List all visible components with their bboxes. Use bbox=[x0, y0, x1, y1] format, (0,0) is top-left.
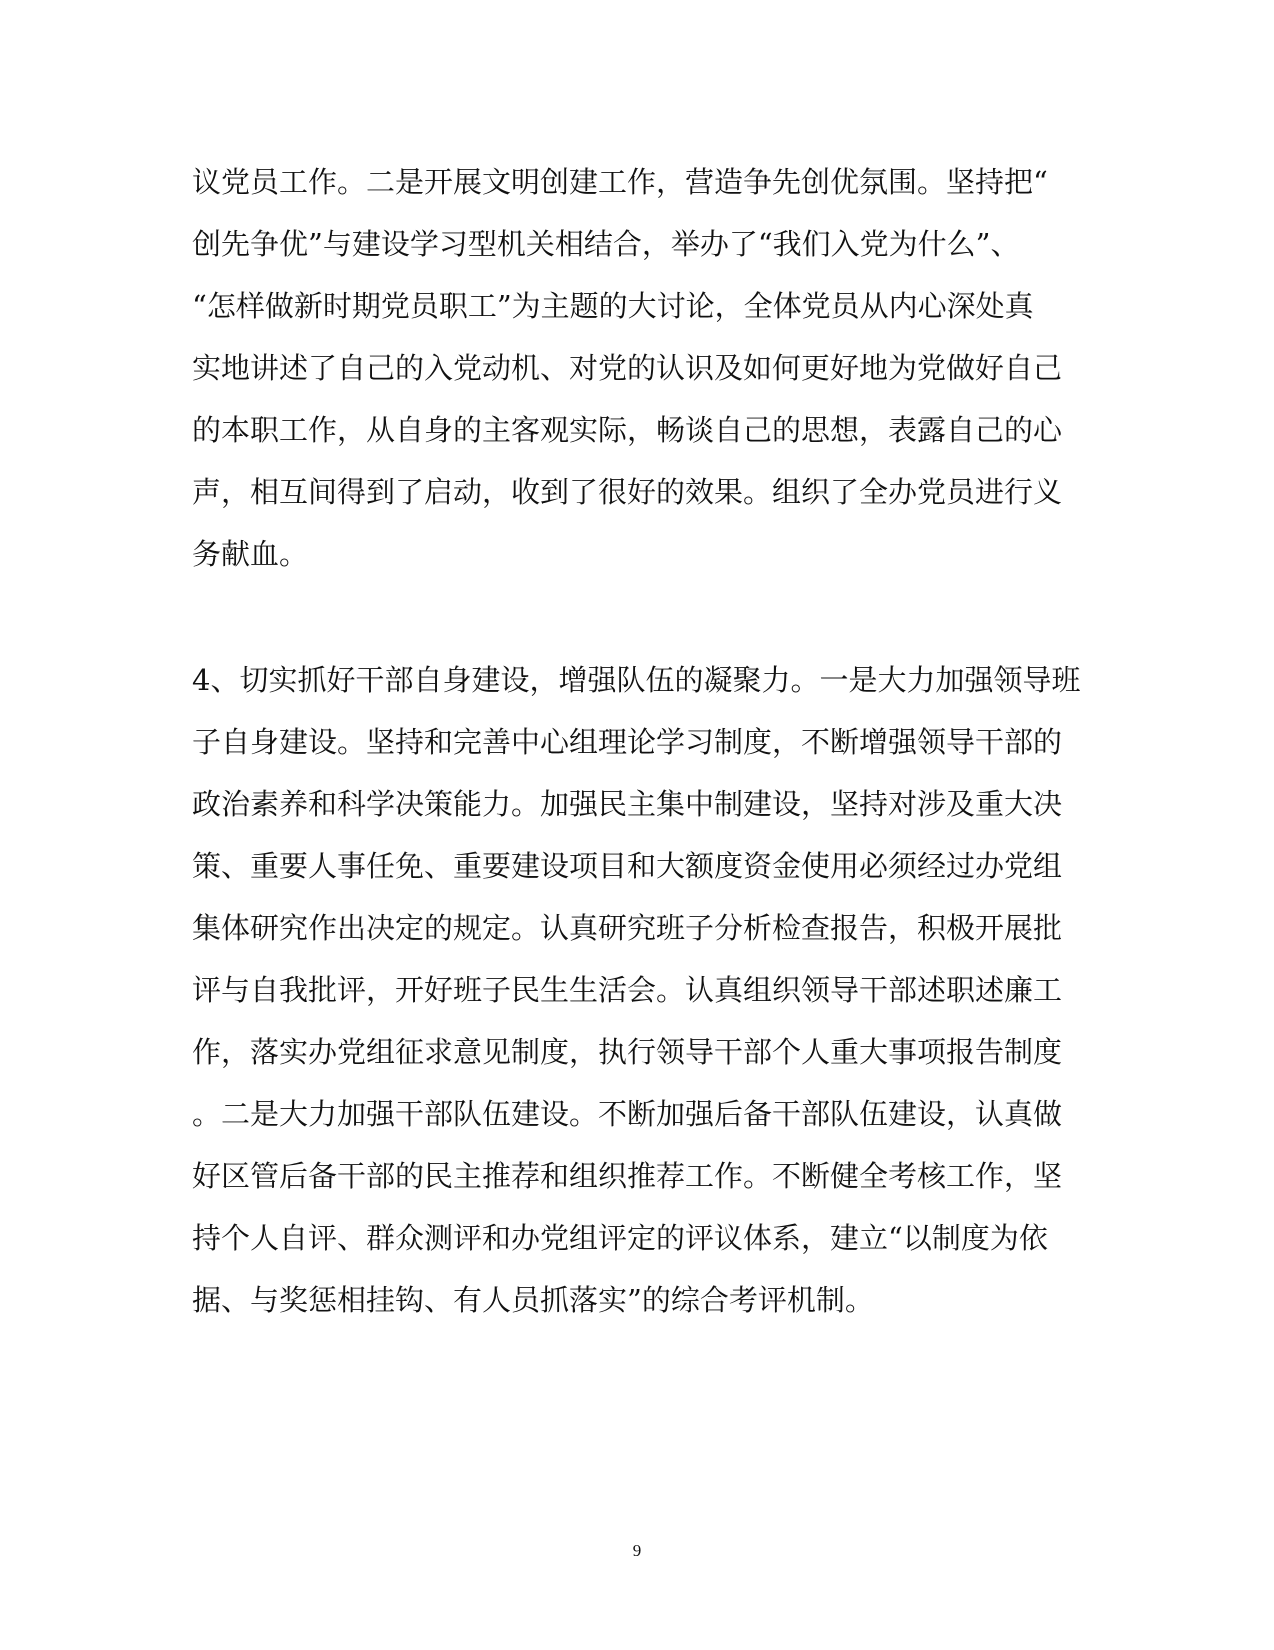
paragraph-1-line-2: 创先争优”与建设学习型机关相结合，举办了“我们入党为什么”、 bbox=[192, 227, 1020, 261]
paragraph-2-line-11: 据、与奖惩相挂钩、有人员抓落实”的综合考评机制。 bbox=[192, 1283, 874, 1317]
paragraph-1-line-4: 实地讲述了自己的入党动机、对党的认识及如何更好地为党做好自己 bbox=[192, 351, 1063, 385]
paragraph-2-line-7: 作，落实办党组征求意见制度，执行领导干部个人重大事项报告制度 bbox=[192, 1035, 1063, 1069]
paragraph-2-line-4: 策、重要人事任免、重要建设项目和大额度资金使用必须经过办党组 bbox=[192, 849, 1063, 883]
paragraph-2-line-1: 4、切实抓好干部自身建设，增强队伍的凝聚力。一是大力加强领导班 bbox=[192, 663, 1081, 697]
paragraph-2-line-10: 持个人自评、群众测评和办党组评定的评议体系，建立“以制度为依 bbox=[192, 1221, 1048, 1255]
paragraph-1-line-5: 的本职工作，从自身的主客观实际，畅谈自己的思想，表露自己的心 bbox=[192, 413, 1063, 447]
paragraph-1-line-1: 议党员工作。二是开展文明创建工作，营造争先创优氛围。坚持把“ bbox=[192, 165, 1048, 199]
paragraph-2-line-2: 子自身建设。坚持和完善中心组理论学习制度，不断增强领导干部的 bbox=[192, 725, 1063, 759]
paragraph-2-line-3: 政治素养和科学决策能力。加强民主集中制建设，坚持对涉及重大决 bbox=[192, 787, 1063, 821]
paragraph-2-line-5: 集体研究作出决定的规定。认真研究班子分析检查报告，积极开展批 bbox=[192, 911, 1063, 945]
paragraph-1-line-7: 务献血。 bbox=[192, 537, 309, 571]
paragraph-2-line-9: 好区管后备干部的民主推荐和组织推荐工作。不断健全考核工作，坚 bbox=[192, 1159, 1063, 1193]
paragraph-2-line-6: 评与自我批评，开好班子民生生活会。认真组织领导干部述职述廉工 bbox=[192, 973, 1063, 1007]
paragraph-1-line-6: 声，相互间得到了启动，收到了很好的效果。组织了全办党员进行义 bbox=[192, 475, 1063, 509]
paragraph-1-line-3: “怎样做新时期党员职工”为主题的大讨论，全体党员从内心深处真 bbox=[192, 289, 1034, 323]
page-number: 9 bbox=[632, 1541, 642, 1560]
paragraph-2-line-8: 。二是大力加强干部队伍建设。不断加强后备干部队伍建设，认真做 bbox=[192, 1097, 1063, 1131]
